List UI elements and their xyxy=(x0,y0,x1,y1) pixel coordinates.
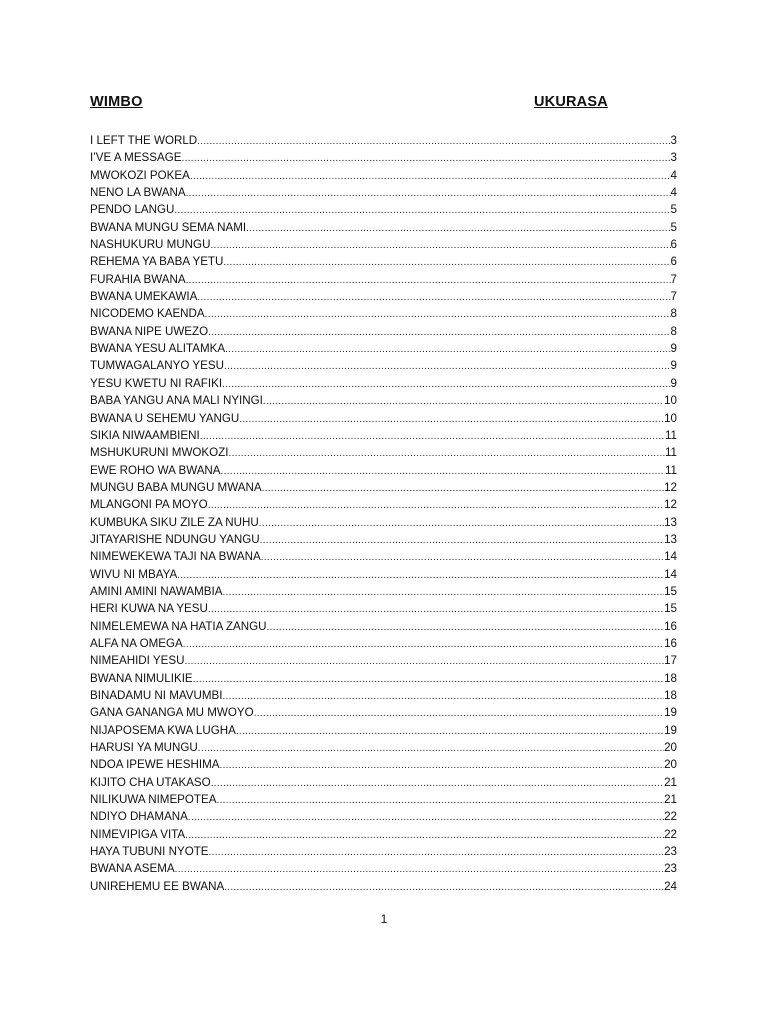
page-ref: 24 xyxy=(664,879,677,893)
song-title: UNIREHEMU EE BWANA xyxy=(90,879,225,893)
dot-leader xyxy=(267,619,665,635)
dot-leader xyxy=(261,549,664,565)
toc-entry xyxy=(90,791,678,808)
page-ref: 20 xyxy=(664,741,677,755)
page-ref: 9 xyxy=(670,376,677,390)
toc-entry xyxy=(90,843,678,860)
song-title: BWANA MUNGU SEMA NAMI xyxy=(90,220,247,234)
page-ref: 11 xyxy=(664,463,677,477)
song-title: FURAHIA BWANA xyxy=(90,272,186,286)
song-title: EWE ROHO WA BWANA xyxy=(90,463,221,477)
toc-entry xyxy=(90,878,678,895)
song-title: MUNGU BABA MUNGU MWANA xyxy=(90,480,262,494)
song-title: NICODEMO KAENDA xyxy=(90,307,205,321)
toc-entry xyxy=(90,444,678,461)
toc-entry xyxy=(90,687,678,704)
song-title: NIJAPOSEMA KWA LUGHA xyxy=(90,723,236,737)
dot-leader xyxy=(209,844,665,860)
song-title: GANA GANANGA MU MWOYO xyxy=(90,706,254,720)
song-title: NASHUKURU MUNGU xyxy=(90,238,211,252)
dot-leader xyxy=(221,463,665,479)
page-ref: 6 xyxy=(670,238,677,252)
toc-entry xyxy=(90,548,678,565)
page-ref: 10 xyxy=(664,394,677,408)
dot-leader xyxy=(222,688,664,704)
toc-entry xyxy=(90,167,678,184)
song-title: PENDO LANGU xyxy=(90,203,175,217)
toc-entry xyxy=(90,323,678,340)
page-ref: 21 xyxy=(664,793,677,807)
dot-leader xyxy=(210,237,670,253)
dot-leader xyxy=(197,289,670,305)
song-title: KUMBUKA SIKU ZILE ZA NUHU xyxy=(90,515,259,529)
song-title: AMINI AMINI NAWAMBIA xyxy=(90,584,223,598)
toc-entry xyxy=(90,756,678,773)
page-number: 1 xyxy=(380,912,388,926)
song-title: BWANA ASEMA xyxy=(90,862,175,876)
page-ref: 11 xyxy=(664,428,677,442)
toc-entry xyxy=(90,375,678,392)
dot-leader xyxy=(228,445,664,461)
dot-leader xyxy=(197,133,670,149)
song-title: NIMEWEKEWA TAJI NA BWANA xyxy=(90,550,261,564)
toc-entry xyxy=(90,566,678,583)
page-ref: 20 xyxy=(664,758,677,772)
dot-leader xyxy=(198,740,664,756)
toc-entry xyxy=(90,288,678,305)
song-title: HAYA TUBUNI NYOTE xyxy=(90,845,209,859)
page-ref: 14 xyxy=(664,550,677,564)
dot-leader xyxy=(200,428,665,444)
page-ref: 16 xyxy=(664,636,677,650)
song-title: I’VE A MESSAGE xyxy=(90,151,182,165)
dot-leader xyxy=(175,861,664,877)
dot-leader xyxy=(208,324,670,340)
page-ref: 15 xyxy=(664,602,677,616)
dot-leader xyxy=(236,723,664,739)
toc-entry xyxy=(90,479,678,496)
toc-entry xyxy=(90,739,678,756)
page-ref: 18 xyxy=(664,689,677,702)
toc-entry xyxy=(90,340,678,357)
song-title: TUMWAGALANYO YESU xyxy=(90,359,224,373)
dot-leader xyxy=(263,393,664,409)
song-title: NIMELEMEWA NA HATIA ZANGU xyxy=(90,619,267,633)
page-ref: 4 xyxy=(670,186,677,200)
song-title: NENO LA BWANA xyxy=(90,186,186,200)
page-ref: 8 xyxy=(670,307,677,321)
toc-entry xyxy=(90,652,678,669)
toc-header xyxy=(90,94,678,114)
toc-entry xyxy=(90,184,678,201)
song-title: NIMEAHIDI YESU xyxy=(90,654,185,668)
song-title: JITAYARISHE NDUNGU YANGU xyxy=(90,532,260,546)
song-title: BWANA UMEKAWIA xyxy=(90,290,198,304)
song-title: BINADAMU NI MAVUMBI xyxy=(90,689,223,702)
page-ref: 23 xyxy=(664,845,677,859)
page-ref: 9 xyxy=(670,342,677,356)
song-title: BWANA NIMULIKIE xyxy=(90,671,193,685)
toc-entry xyxy=(90,410,678,427)
toc-entry xyxy=(90,514,678,531)
toc-entry xyxy=(90,305,678,322)
page-ref: 10 xyxy=(664,411,677,425)
toc-entry xyxy=(90,774,678,791)
dot-leader xyxy=(239,411,664,427)
song-title: KIJITO CHA UTAKASO xyxy=(90,775,211,789)
page-ref: 3 xyxy=(670,151,677,165)
dot-leader xyxy=(224,879,664,895)
page-ref: 22 xyxy=(664,827,677,841)
page-ref: 4 xyxy=(670,168,677,182)
toc-entry xyxy=(90,149,678,166)
page-ref: 5 xyxy=(670,220,677,234)
page-ref: 7 xyxy=(670,290,677,304)
dot-leader xyxy=(224,358,671,374)
toc-entry xyxy=(90,531,678,548)
toc-entry xyxy=(90,271,678,288)
song-title: BABA YANGU ANA MALI NYINGI xyxy=(90,394,263,408)
dot-leader xyxy=(183,636,664,652)
toc-entry xyxy=(90,826,678,843)
song-title: I LEFT THE WORLD xyxy=(90,134,198,147)
toc-entry xyxy=(90,670,678,687)
toc-entry xyxy=(90,427,678,444)
dot-leader xyxy=(211,775,664,791)
song-title: YESU KWETU NI RAFIKI xyxy=(90,376,223,390)
dot-leader xyxy=(182,150,671,166)
page-ref: 6 xyxy=(670,255,677,269)
dot-leader xyxy=(186,185,671,201)
dot-leader xyxy=(254,705,664,721)
dot-leader xyxy=(225,341,670,357)
page-ref: 12 xyxy=(664,480,677,494)
dot-leader xyxy=(186,272,671,288)
toc-entry xyxy=(90,236,678,253)
dot-leader xyxy=(174,202,670,218)
toc-entry xyxy=(90,132,678,149)
page-ref: 16 xyxy=(664,619,677,633)
dot-leader xyxy=(190,168,671,184)
song-title: BWANA NIPE UWEZO xyxy=(90,324,209,338)
dot-leader xyxy=(193,671,664,687)
page-ref: 14 xyxy=(664,567,677,581)
dot-leader xyxy=(185,653,665,669)
dot-leader xyxy=(177,567,664,583)
dot-leader xyxy=(208,601,664,617)
page-ref: 23 xyxy=(664,862,677,876)
page-ref: 13 xyxy=(664,515,677,529)
song-title: BWANA YESU ALITAMKA xyxy=(90,342,226,356)
page-ref: 3 xyxy=(670,134,677,147)
table-of-contents xyxy=(90,132,678,895)
toc-entry xyxy=(90,357,678,374)
dot-leader xyxy=(259,515,664,531)
page-ref: 19 xyxy=(664,706,677,720)
page-ref: 17 xyxy=(664,654,677,668)
song-title: ALFA NA OMEGA xyxy=(90,636,183,650)
dot-leader xyxy=(223,254,670,270)
toc-entry xyxy=(90,618,678,635)
song-title: MWOKOZI POKEA xyxy=(90,168,190,182)
page-ref: 19 xyxy=(664,723,677,737)
page-ref: 11 xyxy=(664,446,677,460)
dot-leader xyxy=(188,809,664,825)
page-ref: 15 xyxy=(664,584,677,598)
toc-entry xyxy=(90,635,678,652)
song-title: NIMEVIPIGA VITA xyxy=(90,827,186,841)
song-title: SIKIA NIWAAMBIENI xyxy=(90,428,200,442)
song-title: WIVU NI MBAYA xyxy=(90,567,178,581)
page-ref: 7 xyxy=(670,272,677,286)
dot-leader xyxy=(216,792,664,808)
toc-entry xyxy=(90,583,678,600)
title-column-heading: WIMBO xyxy=(90,94,143,110)
page-ref: 18 xyxy=(664,671,677,685)
toc-entry xyxy=(90,496,678,513)
toc-entry xyxy=(90,253,678,270)
toc-entry xyxy=(90,392,678,409)
toc-entry xyxy=(90,201,678,218)
toc-entry xyxy=(90,860,678,877)
toc-entry xyxy=(90,704,678,721)
song-title: NILIKUWA NIMEPOTEA xyxy=(90,793,217,807)
song-title: BWANA U SEHEMU YANGU xyxy=(90,411,240,425)
song-title: HERI KUWA NA YESU xyxy=(90,602,208,616)
page-ref: 5 xyxy=(670,203,677,217)
dot-leader xyxy=(246,220,670,236)
page-ref: 8 xyxy=(670,324,677,338)
dot-leader xyxy=(205,306,671,322)
song-title: MSHUKURUNI MWOKOZI xyxy=(90,446,229,460)
page-ref: 13 xyxy=(664,532,677,546)
page-column-heading: UKURASA xyxy=(534,94,608,110)
dot-leader xyxy=(219,757,664,773)
dot-leader xyxy=(222,584,664,600)
toc-entry xyxy=(90,808,678,825)
dot-leader xyxy=(208,497,664,513)
toc-entry xyxy=(90,722,678,739)
dot-leader xyxy=(185,827,664,843)
dot-leader xyxy=(260,532,664,548)
page-ref: 22 xyxy=(664,810,677,824)
song-title: NDIYO DHAMANA xyxy=(90,810,188,824)
page-ref: 12 xyxy=(664,498,677,512)
toc-entry xyxy=(90,219,678,236)
dot-leader xyxy=(262,480,665,496)
song-title: REHEMA YA BABA YETU xyxy=(90,255,224,269)
toc-entry xyxy=(90,600,678,617)
page-ref: 9 xyxy=(670,359,677,373)
song-title: NDOA IPEWE HESHIMA xyxy=(90,758,220,772)
song-title: HARUSI YA MUNGU xyxy=(90,741,198,755)
toc-entry xyxy=(90,462,678,479)
song-title: MLANGONI PA MOYO xyxy=(90,498,208,512)
page-ref: 21 xyxy=(664,775,677,789)
dot-leader xyxy=(222,376,670,392)
